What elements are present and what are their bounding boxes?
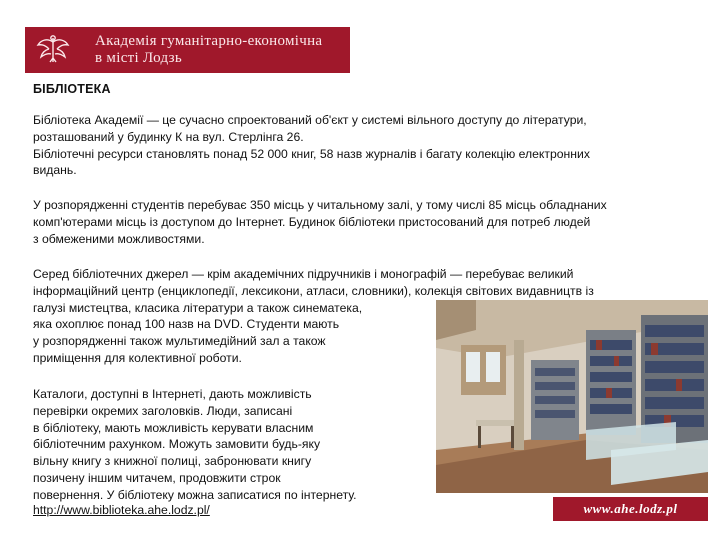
text-line: розташований у будинку К на вул. Стерлінга 26. xyxy=(33,129,304,144)
text-line: Серед бібліотечних джерел — крім академічних підручників і монографій — перебуває великий xyxy=(33,267,574,281)
library-reading-room-photo xyxy=(436,300,708,493)
paragraph-catalogs xyxy=(33,386,357,504)
text-line: Бібліотечні ресурси становлять понад 52 000 книг, 58 назв журналів і багату колекцію електронних xyxy=(33,146,590,161)
text-line: бібліотечним рахунком. Можуть замовити будь-яку xyxy=(33,437,321,452)
section-title: БІБЛІОТЕКА xyxy=(33,82,111,96)
institution-name xyxy=(95,33,322,67)
paragraph-reading-room xyxy=(33,197,607,247)
institution-name-line2: в місті Лодзь xyxy=(95,50,182,66)
text-line: вільну книгу з книжної полиці, забронювати книгу xyxy=(33,454,312,469)
text-line: позичену іншим читачем, продовжити строк xyxy=(33,470,281,485)
eagle-crest-icon xyxy=(35,32,71,68)
text-line: інформаційний центр (енциклопедії, лексикони, атласи, словники), колекція світових видавництв із xyxy=(33,283,594,298)
text-line: перевірки окремих заголовків. Люди, записані xyxy=(33,403,293,418)
text-line: У розпорядженні студентів перебуває 350 місць у читальному залі, у тому числі 85 місць обладнаних xyxy=(33,198,607,212)
text-line: комп'ютерами місць із доступом до Інтернет. Будинок бібліотеки пристосований для потреб людей xyxy=(33,214,591,229)
header-banner xyxy=(25,27,350,73)
paragraph-library-overview xyxy=(33,112,590,179)
footer-website-bar: www.ahe.lodz.pl xyxy=(553,497,708,521)
text-line: приміщення для колективної роботи. xyxy=(33,350,242,365)
text-line: Каталоги, доступні в Інтернеті, дають можливість xyxy=(33,387,312,401)
text-line: яка охоплює понад 100 назв на DVD. Студенти мають xyxy=(33,317,340,332)
text-line: Бібліотека Академії — це сучасно спроектований об'єкт у системі вільного доступу до літератури, xyxy=(33,113,587,127)
text-line: видань. xyxy=(33,163,77,178)
text-line: в бібліотеку, мають можливість керувати власним xyxy=(33,420,314,435)
institution-name-line1: Академія гуманітарно-економічна xyxy=(95,33,323,49)
text-line: з обмеженими можливостями. xyxy=(33,231,205,246)
text-line: повернення. У бібліотеку можна записатися по інтернету. xyxy=(33,487,357,502)
library-website-link[interactable]: http://www.biblioteka.ahe.lodz.pl/ xyxy=(33,503,210,517)
text-line: у розпорядженні також мультимедійний зал а також xyxy=(33,334,326,349)
text-line: галузі мистецтва, класика літератури а також синематека, xyxy=(33,300,363,315)
